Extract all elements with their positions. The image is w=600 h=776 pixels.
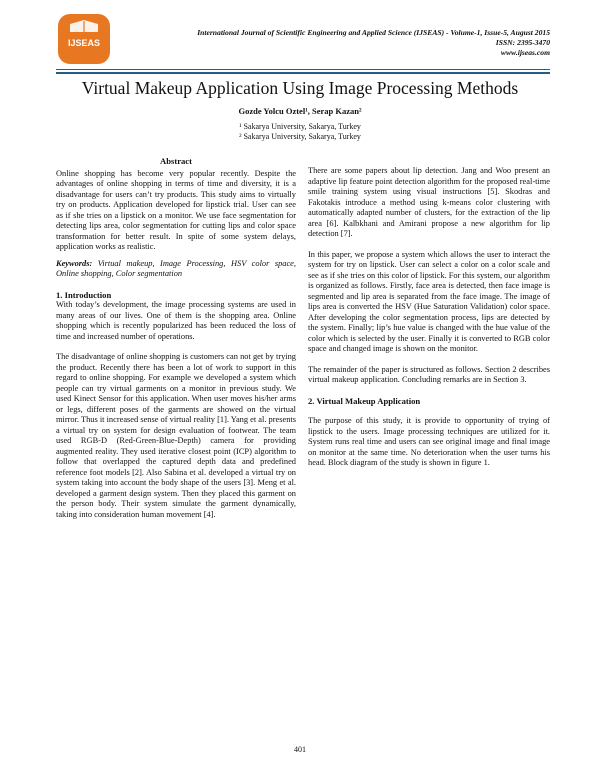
journal-logo	[56, 12, 112, 66]
affiliations	[0, 122, 600, 142]
paper-title: Virtual Makeup Application Using Image Processing Methods	[81, 78, 519, 98]
header-rule-thin	[56, 69, 550, 70]
keywords-label: Keywords:	[56, 258, 93, 268]
left-column	[56, 156, 296, 530]
affiliation-2: ² Sakarya University, Sakarya, Turkey	[239, 132, 361, 141]
abstract-text: Online shopping has become very popular recently. Despite the advantages of online shopping in terms of time and diversity, it is a disadvantage for users can’t try products. This study aims to virtually try on products. Application developed for lipstick trial. User can see as if she tries on a lipstick on a monitor. We use face segmentation for detecting lips area, color segmentation for cutting lips and color space transformation for better result. In spite of some system delays, application works as realistic.	[56, 168, 296, 251]
section-2-paragraph: The purpose of this study, it is provide to opportunity of trying of lipstick to the users. Image processing techniques are utilized for it. System runs real time and users can see original image and final image on monitor at the same time. No deterioration when the user turns his head. Block diagram of the study is shown in figure 1.	[308, 416, 550, 467]
affiliation-1: ¹ Sakarya University, Sakarya, Turkey	[239, 122, 361, 131]
journal-info	[197, 28, 550, 58]
authors: Gozde Yolcu Oztel¹, Serap Kazan²	[238, 106, 362, 116]
issn: ISSN: 2395-3470	[495, 38, 550, 47]
journal-header	[56, 12, 550, 68]
logo-text: IJSEAS	[67, 38, 101, 48]
page-number: 401	[294, 745, 306, 754]
website: www.ijseas.com	[500, 48, 550, 57]
section-1-heading: 1. Introduction	[56, 289, 112, 300]
journal-line: International Journal of Scientific Engineering and Applied Science (IJSEAS) - Volume-1, Issue-5, August 2015	[197, 28, 550, 37]
keywords	[56, 259, 296, 280]
right-paragraph-3: The remainder of the paper is structured as follows. Section 2 describes virtual makeup application. Concluding remarks are in Section 3.	[308, 364, 550, 384]
header-rule-thick	[56, 72, 550, 74]
intro-paragraph-1: With today’s development, the image processing systems are used in many areas of our lives. One of them is the shopping area. Online shopping which is recently popularized has been reduced the loss of time and increased number of operations.	[56, 300, 296, 341]
section-2-heading: 2. Virtual Makeup Application	[308, 395, 421, 406]
keywords-text: Virtual makeup, Image Processing, HSV color space, Online shopping, Color segmentation	[56, 258, 296, 278]
right-paragraph-1: There are some papers about lip detection. Jang and Woo present an adaptive lip feature point detection algorithm for the proposed real-time smile training system using visual instructions [5]. Skodras and Fakotakis introduce a method using k-means color clustering with automatically adapted number of clusters, for the extraction of the lip area [6]. Kalbkhani and Amirani propose a new algorithm for lip detection [7].	[308, 166, 550, 238]
right-column	[308, 166, 550, 479]
right-paragraph-2: In this paper, we propose a system which allows the user to interact the system for try on lipstick. User can select a color on a color scale and see as if she tries on this color of lipstick. For this system, our algorithm is organized as follows. Firstly, face area is detected, then face image is segmented and lip area is separated from the face image. The image of lips area is converted the HSV (Hue Saturation Validation) color space. After developing the color segmentation process, lips are detected by the system. Finally; lip’s hue value is changed with the hue value of the color which is selected by the user. Finally it is converted to RGB color space and changed image is shown on the monitor.	[308, 249, 550, 353]
intro-paragraph-2: The disadvantage of online shopping is customers can not get by trying the product. Recently there has been a lot of work to support in this regard to online shopping. For example we developed a system which people can try virtual garments on a monitor in previous study. We used Kinect Sensor for this application. When user moves his/her arms or legs, different poses of the garments are showed on the virtual mirror. Thus it increased sense of virtual reality [1]. Yang et al. presents a virtual try on system for design evaluation of footwear. The team used RGB-D (Red-Green-Blue-Depth) camera for providing augmented reality. They used iterative closest point (ICP) algorithm to follow that overlapped the captured depth data and predefined reference foot models [2]. Also Sabina et al. developed a virtual try on system taking into account the body shape of the users [3]. Meng et al. developed a garment design system. Then they placed this garment on the person body. Their system simulate the garment dynamically, taking into consideration human movement [4].	[56, 352, 296, 519]
abstract-heading: Abstract	[160, 156, 192, 166]
